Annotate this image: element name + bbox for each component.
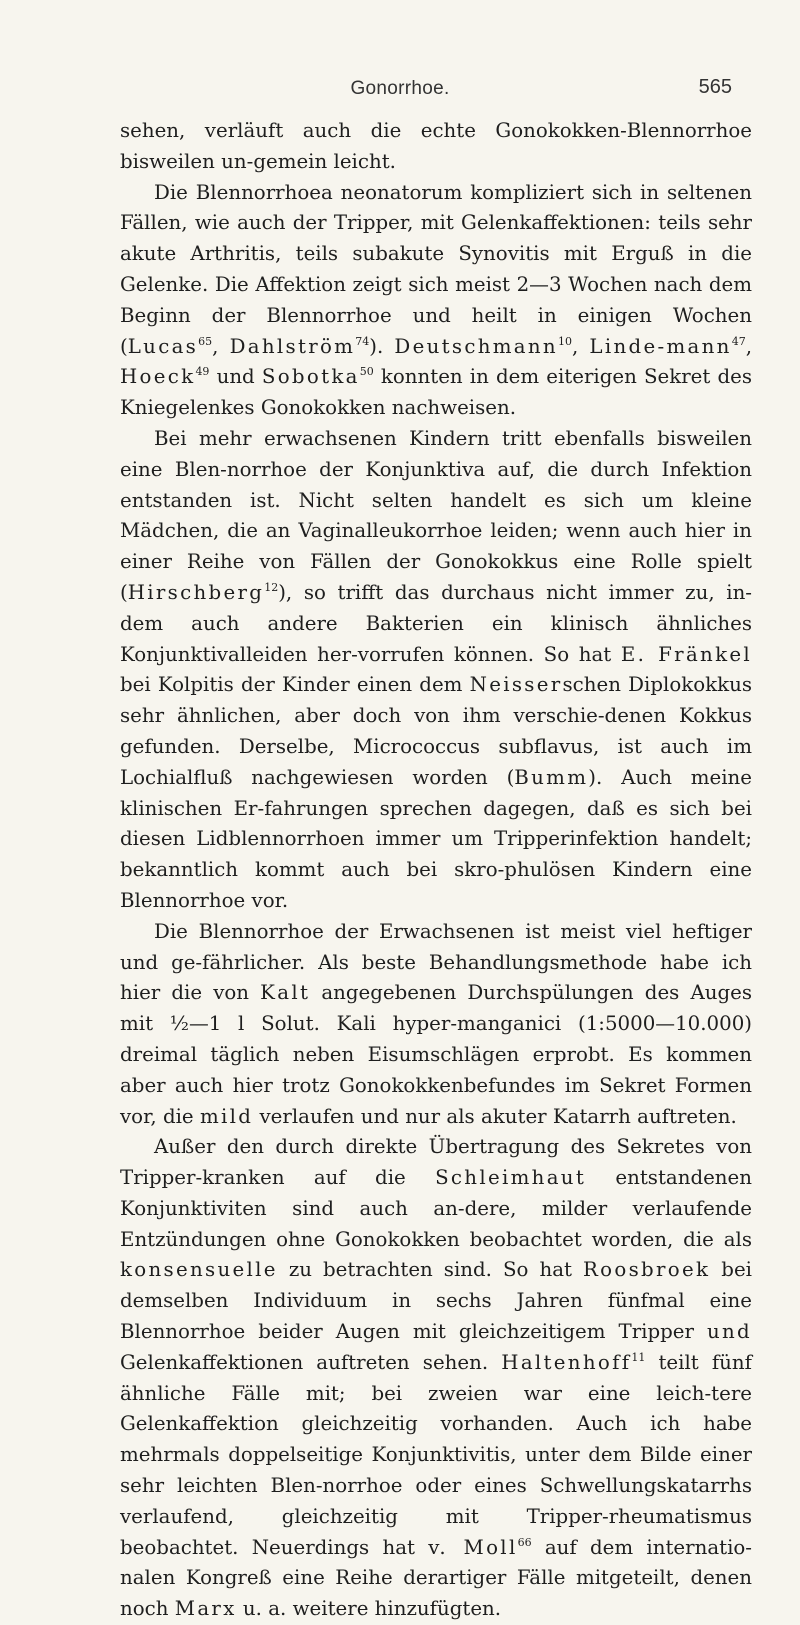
text-run: und (209, 365, 262, 389)
text-run: , (212, 334, 230, 358)
page-number: 565 (698, 76, 732, 98)
spaced-name: Hoeck (120, 365, 196, 389)
spaced-name: Deutschmann (394, 334, 558, 358)
running-head: Gonorrhoe. (350, 78, 450, 99)
text-run: bei Kolpitis der Kinder einen dem (120, 673, 470, 697)
paragraph (120, 1132, 752, 1625)
text-run: ), so trifft das durchaus nicht immer zu, in-dem auch andere Bakterien ein klinisch ähnliches Konjunktivalleiden her-vorrufen können. So hat (120, 580, 752, 666)
spaced-name: Neisser (469, 673, 563, 697)
footnote-reference: 74 (355, 334, 370, 348)
text-run: schen Diplokokkus sehr ähnlichen, aber doch von ihm verschie-denen Kokkus gefunden. Derselbe, Micrococcus subflavus, ist auch im Lochialfluß nachgewiesen worden ( (120, 673, 752, 789)
text-run: Außer den durch direkte Übertragung des Sekretes von Tripper-kranken auf die (120, 1135, 752, 1190)
footnote-reference: 66 (517, 1535, 532, 1549)
spaced-name: Dahlström (229, 334, 356, 358)
text-run: teilt fünf ähnliche Fälle mit; bei zweien war eine leich-tere Gelenkaffektion gleichzeitig vorhanden. Auch ich habe mehrmals doppelseitige Konjunktivitis, unter dem Bilde einer sehr leichten Blen-norrhoe oder eines Schwellungskatarrhs verlaufend, gleichzeitig mit Tripper-rheumatismus beobachtet. Neuerdings hat (120, 1350, 752, 1559)
text-run: verlaufen und nur als akuter Katarrh auftreten. (253, 1104, 737, 1128)
footnote-reference: 65 (198, 334, 213, 348)
spaced-name: und (706, 1320, 752, 1344)
spaced-name: Hirschberg (127, 580, 265, 604)
spaced-name: Haltenhoff (501, 1350, 632, 1374)
spaced-name: Roosbroek (582, 1258, 711, 1282)
text-run: konnten in dem eiterigen Sekret des Kniegelenkes Gonokokken nachweisen. (120, 365, 752, 420)
spaced-name: Marx (174, 1597, 237, 1621)
text-run: Die Blennorrhoe der Erwachsenen ist meist viel heftiger und ge-fährlicher. Als beste Behandlungsmethode habe ich hier die von (120, 919, 752, 1005)
spaced-name: Lucas (127, 334, 199, 358)
body-text (120, 116, 752, 1625)
paragraph (120, 917, 752, 1133)
spaced-name: Sobotka (261, 365, 360, 389)
footnote-reference: 11 (631, 1350, 646, 1364)
text-run: bei demselben Individuum in sechs Jahren fünfmal eine Blennorrhoe beider Augen mit gleichzeitigem Tripper (120, 1258, 752, 1344)
footnote-reference: 10 (557, 334, 572, 348)
spaced-name: Schleimhaut (435, 1166, 587, 1190)
text-run: auf dem internatio-nalen Kongreß eine Reihe derartiger Fälle mitgeteilt, denen noch (120, 1535, 752, 1621)
text-run: , (571, 334, 590, 358)
text-run: Gelenkaffektionen auftreten sehen. (120, 1350, 502, 1374)
text-run: sehen, verläuft auch die echte Gonokokken-Blennorrhoe bisweilen un-gemein leicht. (120, 119, 752, 173)
footnote-reference: 49 (195, 365, 210, 379)
paragraph (120, 424, 752, 917)
footnote-reference: 50 (359, 365, 374, 379)
footnote-reference: 47 (731, 334, 746, 348)
text-run: ). Auch meine klinischen Er-fahrungen sprechen dagegen, daß es sich bei diesen Lidblennorrhoen immer um Tripperinfektion handelt; bekanntlich kommt auch bei skro-phulösen Kindern eine Blennorrhoe vor. (120, 765, 752, 912)
paragraph (120, 178, 752, 424)
spaced-name: Bumm (514, 765, 589, 789)
page-header (0, 78, 800, 106)
text-run: , (745, 334, 753, 358)
text-run: Die Blennorrhoea neonatorum kompliziert sich in seltenen Fällen, wie auch der Tripper, mit Gelenkaffektionen: teils sehr akute Arthritis, teils subakute Synovitis mit Erguß in die Gelenke. Die Affektion zeigt sich meist 2—3 Wochen nach dem Beginn der Blennorrhoe und heilt in einigen Wochen ( (120, 180, 752, 358)
text-run: ). (369, 334, 395, 358)
text-run: entstandenen Konjunktiviten sind auch an-dere, milder verlaufende Entzündungen ohne Gonokokken beobachtet worden, die als (120, 1166, 752, 1251)
spaced-name: v. Moll (428, 1535, 518, 1559)
spaced-name: mild (199, 1104, 254, 1128)
text-run: zu betrachten sind. So hat (277, 1258, 583, 1282)
footnote-reference: 12 (264, 580, 279, 594)
spaced-name: Linde-mann (589, 334, 732, 358)
spaced-name: Kalt (260, 981, 311, 1005)
spaced-name: konsensuelle (120, 1258, 278, 1282)
paragraph (120, 116, 752, 178)
text-run: Bei mehr erwachsenen Kindern tritt ebenfalls bisweilen eine Blen-norrhoe der Konjunktiva auf, die durch Infektion entstanden ist. Nicht selten handelt es sich um kleine Mädchen, die an Vaginalleukorrhoe leiden; wenn auch hier in einer Reihe von Fällen der Gonokokkus eine Rolle spielt ( (120, 426, 752, 604)
spaced-name: E. Fränkel (620, 642, 752, 666)
text-run: u. a. weitere hinzufügten. (236, 1597, 502, 1621)
text-run: angegebenen Durchspülungen des Auges mit ½—1 l Solut. Kali hyper-manganici (1:5000—10.000) dreimal täglich neben Eisumschlägen erprobt. Es kommen aber auch hier trotz Gonokokkenbefundes im Sekret Formen vor, die (120, 981, 752, 1128)
